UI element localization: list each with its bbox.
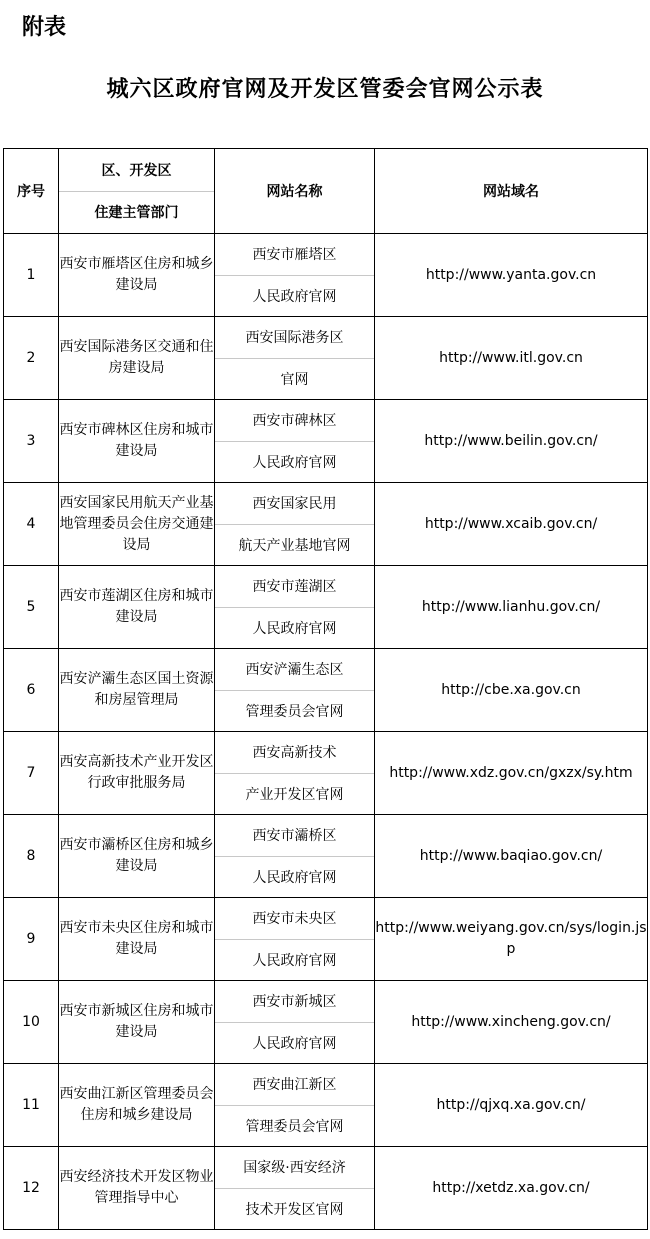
header-row [4,149,648,234]
row-site-name-line1: 西安曲江新区 [215,1064,374,1106]
row-site-name-line1: 西安市新城区 [215,981,374,1023]
table-row [4,1064,648,1147]
table-row [4,732,648,815]
row-site-name-line2: 管理委员会官网 [245,1118,344,1135]
row-seq: 2 [4,317,59,400]
table-row [4,649,648,732]
row-site-name-line2: 官网 [280,371,309,388]
row-domain-link[interactable]: http://www.xcaib.gov.cn/ [375,483,648,566]
row-site-name [215,1064,375,1147]
table-row [4,483,648,566]
row-site-name [215,1147,375,1230]
row-department: 西安浐灞生态区国土资源和房屋管理局 [59,649,215,732]
row-seq: 1 [4,234,59,317]
row-site-name [215,317,375,400]
row-department: 西安市碑林区住房和城市建设局 [59,400,215,483]
table-row [4,317,648,400]
row-site-name-line2: 航天产业基地官网 [238,537,351,554]
row-site-name [215,649,375,732]
header-district-department [59,149,215,234]
row-department: 西安经济技术开发区物业管理指导中心 [59,1147,215,1230]
row-domain-link[interactable]: http://www.yanta.gov.cn [375,234,648,317]
header-domain: 网站域名 [375,149,648,234]
row-site-name-line1: 西安浐灞生态区 [215,649,374,691]
annex-label: 附表 [22,15,67,40]
row-department: 西安国际港务区交通和住房建设局 [59,317,215,400]
row-site-name [215,898,375,981]
row-site-name-line2: 人民政府官网 [252,454,337,471]
row-site-name-line1: 西安国际港务区 [215,317,374,359]
row-site-name-line2: 人民政府官网 [252,1035,337,1052]
website-table [3,148,648,1230]
row-site-name [215,732,375,815]
row-site-name-line2: 人民政府官网 [252,620,337,637]
row-domain-link[interactable]: http://xetdz.xa.gov.cn/ [375,1147,648,1230]
row-site-name-line1: 西安市莲湖区 [215,566,374,608]
row-domain-link[interactable]: http://www.lianhu.gov.cn/ [375,566,648,649]
table-row [4,400,648,483]
table-body [4,234,648,1230]
row-domain-link[interactable]: http://www.xincheng.gov.cn/ [375,981,648,1064]
row-site-name-line2: 人民政府官网 [252,869,337,886]
row-seq: 9 [4,898,59,981]
row-site-name [215,566,375,649]
page-title: 城六区政府官网及开发区管委会官网公示表 [106,77,544,102]
header-district: 区、开发区 [59,149,214,192]
row-department: 西安高新技术产业开发区行政审批服务局 [59,732,215,815]
row-seq: 12 [4,1147,59,1230]
table-row [4,234,648,317]
row-site-name-line2: 管理委员会官网 [245,703,344,720]
table-row [4,1147,648,1230]
row-department: 西安曲江新区管理委员会住房和城乡建设局 [59,1064,215,1147]
row-site-name-line1: 西安市雁塔区 [215,234,374,276]
row-site-name-line1: 西安市灞桥区 [215,815,374,857]
row-domain-link[interactable]: http://www.weiyang.gov.cn/sys/login.jsp [375,898,648,981]
row-seq: 5 [4,566,59,649]
table-row [4,815,648,898]
row-site-name-line1: 西安高新技术 [215,732,374,774]
row-department: 西安市莲湖区住房和城市建设局 [59,566,215,649]
row-domain-link[interactable]: http://www.itl.gov.cn [375,317,648,400]
row-site-name-line2: 人民政府官网 [252,288,337,305]
row-domain-link[interactable]: http://www.beilin.gov.cn/ [375,400,648,483]
table-row [4,566,648,649]
header-site-name: 网站名称 [215,149,375,234]
row-domain-link[interactable]: http://www.baqiao.gov.cn/ [375,815,648,898]
row-site-name-line1: 西安市碑林区 [215,400,374,442]
row-seq: 6 [4,649,59,732]
header-seq: 序号 [4,149,59,234]
row-department: 西安市雁塔区住房和城乡建设局 [59,234,215,317]
row-site-name [215,483,375,566]
row-department: 西安市未央区住房和城市建设局 [59,898,215,981]
row-department: 西安市新城区住房和城市建设局 [59,981,215,1064]
row-site-name-line1: 国家级·西安经济 [215,1147,374,1189]
row-department: 西安市灞桥区住房和城乡建设局 [59,815,215,898]
row-site-name-line2: 产业开发区官网 [245,786,344,803]
row-site-name-line1: 西安国家民用 [215,483,374,525]
row-site-name [215,234,375,317]
row-site-name-line1: 西安市未央区 [215,898,374,940]
row-site-name [215,400,375,483]
row-site-name-line2: 人民政府官网 [252,952,337,969]
row-domain-link[interactable]: http://qjxq.xa.gov.cn/ [375,1064,648,1147]
row-domain-link[interactable]: http://www.xdz.gov.cn/gxzx/sy.htm [375,732,648,815]
row-seq: 4 [4,483,59,566]
header-department: 住建主管部门 [94,205,179,222]
table-row [4,981,648,1064]
row-seq: 8 [4,815,59,898]
row-seq: 3 [4,400,59,483]
row-site-name-line2: 技术开发区官网 [245,1201,344,1218]
row-seq: 11 [4,1064,59,1147]
row-seq: 7 [4,732,59,815]
row-department: 西安国家民用航天产业基地管理委员会住房交通建设局 [59,483,215,566]
row-site-name [215,815,375,898]
row-site-name [215,981,375,1064]
row-seq: 10 [4,981,59,1064]
table-row [4,898,648,981]
row-domain-link[interactable]: http://cbe.xa.gov.cn [375,649,648,732]
